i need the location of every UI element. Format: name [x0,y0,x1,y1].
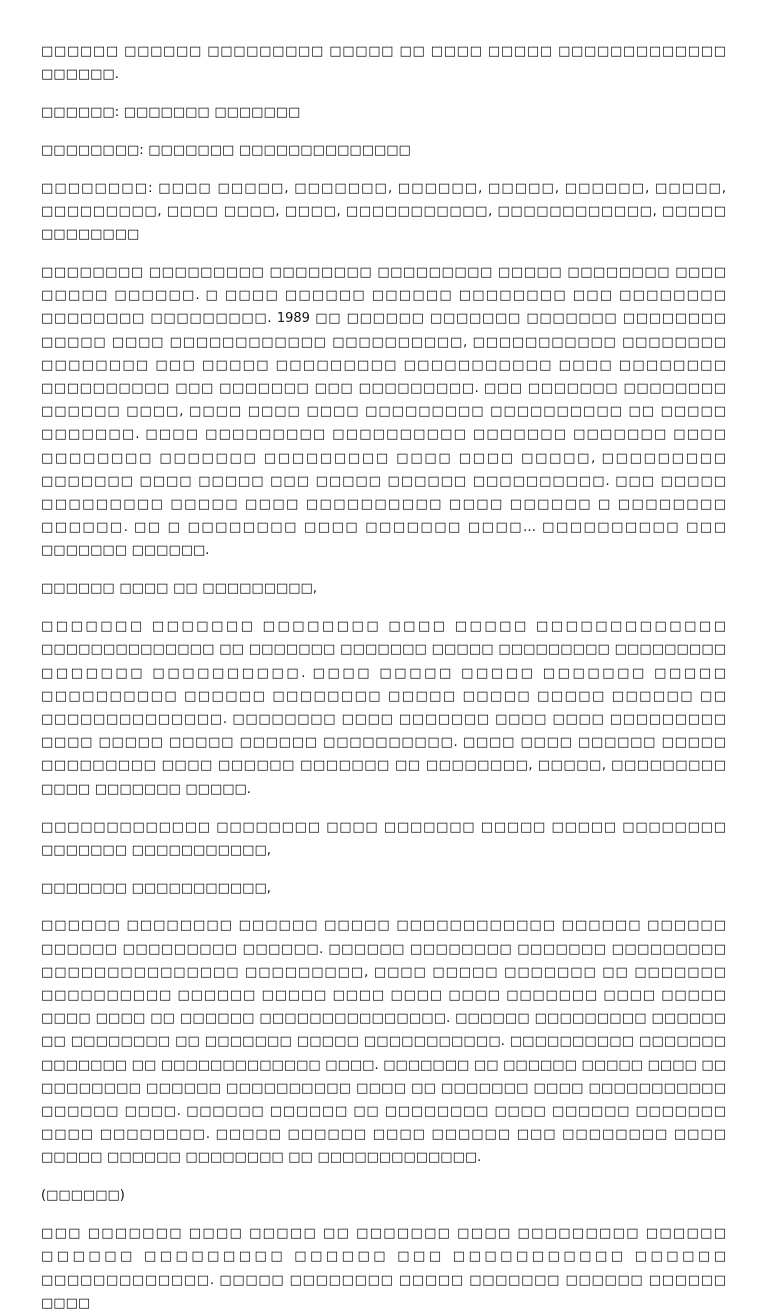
document-heading: □□□□□□ □□□□□□ □□□□□□□□□ □□□□□ □□ □□□□ □□□□□ □□□□□□□□□□□□□ □□□□□□. [41,44,726,83]
body-paragraph-8: □□□ □□□□□□□ □□□□ □□□□□ □□ □□□□□□□ □□□□ □□□□□□□□□ □□□□□□ □□□□□□ □□□□□□□□□ □□□□□□ □□□ □□□□□□□□□□□ □□□□□□ □□□□□□□□□□□□□. □□□□□ □□□□□□□□ □□□□□ □□□□□□□ □□□□□□ □□□□□□ □□□□ [41,1226,726,1311]
body-paragraph-6: □□□□□□ □□□□□□□□ □□□□□□ □□□□□ □□□□□□□□□□□□ □□□□□□ □□□□□□ □□□□□□ □□□□□□□□□ □□□□□□. □□□□□□ □□□□□□□□ □□□□□□□ □□□□□□□□□ □□□□□□□□□□□□□□□ □□□□□□□□□, □□□□ □□□□□ □□□□□□□ □□ □□□□□□□ □□□□□□□□□□ □□□□□□ □□□□□ □□□□ □□□□ □□□□ □□□□□□□ □□□□ □□□□□ □□□□ □□□□ □□ □□□□□□ □□□□□□□□□□□□□□□. □□□□□□ □□□□□□□□□ □□□□□□ □□ □□□□□□□□ □□ □□□□□□□ □□□□□ □□□□□□□□□□□. □□□□□□□□□□ □□□□□□□ □□□□□□□ □□ □□□□□□□□□□□□□ □□□□. □□□□□□□ □□ □□□□□□ □□□□□ □□□□ □□ □□□□□□□□ □□□□□□ □□□□□□□□□□ □□□□ □□ □□□□□□□ □□□□ □□□□□□□□□□□ □□□□□□ □□□□. □□□□□□ □□□□□□ □□ □□□□□□□□ □□□□ □□□□□□ □□□□□□□ □□□□ □□□□□□□□. □□□□□ □□□□□□ □□□□ □□□□□□ □□□ □□□□□□□□ □□□□ □□□□□ □□□□□□ □□□□□□□□ □□ □□□□□□□□□□□□□. [41,918,726,1166]
body-paragraph-3: □□□□□□□ □□□□□□□ □□□□□□□□ □□□□ □□□□□ □□□□□□□□□□□□□ □□□□□□□□□□□□□□ □□ □□□□□□□ □□□□□□□ □□□□□ □□□□□□□□□ □□□□□□□□□ □□□□□□□ □□□□□□□□□□. □□□□ □□□□□ □□□□□ □□□□□□□ □□□□□ □□□□□□□□□□ □□□□□□ □□□□□□□□ □□□□□ □□□□□ □□□□□ □□□□□□ □□ □□□□□□□□□□□□□□. □□□□□□□□ □□□□ □□□□□□□ □□□□ □□□□ □□□□□□□□□ □□□□ □□□□□ □□□□□ □□□□□□ □□□□□□□□□□. □□□□ □□□□ □□□□□□ □□□□□ □□□□□□□□□ □□□□ □□□□□□ □□□□□□□ □□ □□□□□□□□, □□□□□, □□□□□□□□□ □□□□ □□□□□□□ □□□□□. [41,619,726,797]
meta-line-3: □□□□□□□□: □□□□ □□□□□, □□□□□□□, □□□□□□, □□□□□, □□□□□□, □□□□□, □□□□□□□□□, □□□□ □□□□, □□□□, □□□□□□□□□□□, □□□□□□□□□□□□, □□□□□ □□□□□□□□ [41,180,726,242]
meta-line-2: □□□□□□□□: □□□□□□□ □□□□□□□□□□□□□□ [41,142,411,158]
body-paragraph-5: □□□□□□□ □□□□□□□□□□□, [41,880,271,896]
body-paragraph-4: □□□□□□□□□□□□□ □□□□□□□□ □□□□ □□□□□□□ □□□□□ □□□□□ □□□□□□□□ □□□□□□□ □□□□□□□□□□□, [41,819,726,858]
body-paragraph-2: □□□□□□ □□□□ □□ □□□□□□□□□, [41,581,317,597]
body-paragraph-1: □□□□□□□□ □□□□□□□□□ □□□□□□□□ □□□□□□□□□ □□□□□ □□□□□□□□ □□□□ □□□□□ □□□□□□. □ □□□□ □□□□□□ □□□□□□ □□□□□□□□ □□□ □□□□□□□□ □□□□□□□□ □□□□□□□□□. 1989 □□ □□□□□□ □□□□□□□ □□□□□□□ □□□□□□□□ □□□□□ □□□□ □□□□□□□□□□□□ □□□□□□□□□□, □□□□□□□□□□□ □□□□□□□□ □□□□□□□□ □□□ □□□□□ □□□□□□□□□ □□□□□□□□□□□ □□□□ □□□□□□□□ □□□□□□□□□□ □□□ □□□□□□□ □□□ □□□□□□□□□. □□□ □□□□□□□ □□□□□□□□ □□□□□□ □□□□, □□□□ □□□□ □□□□ □□□□□□□□□ □□□□□□□□□□ □□ □□□□□ □□□□□□□. □□□□ □□□□□□□□□ □□□□□□□□□□ □□□□□□□ □□□□□□□ □□□□ □□□□□□□□ □□□□□□□ □□□□□□□□□ □□□□ □□□□ □□□□□, □□□□□□□□□ □□□□□□□ □□□□ □□□□□ □□□ □□□□□ □□□□□□ □□□□□□□□□□. □□□ □□□□□ □□□□□□□□□ □□□□□ □□□□ □□□□□□□□□□ □□□□ □□□□□□ □ □□□□□□□□ □□□□□□. □□ □ □□□□□□□□ □□□□ □□□□□□□ □□□□… □□□□□□□□□□ □□□ □□□□□□□ □□□□□□. [41,265,726,559]
body-paragraph-7: (□□□□□□) [41,1188,125,1204]
meta-line-1: □□□□□□: □□□□□□□ □□□□□□□ [41,105,301,120]
